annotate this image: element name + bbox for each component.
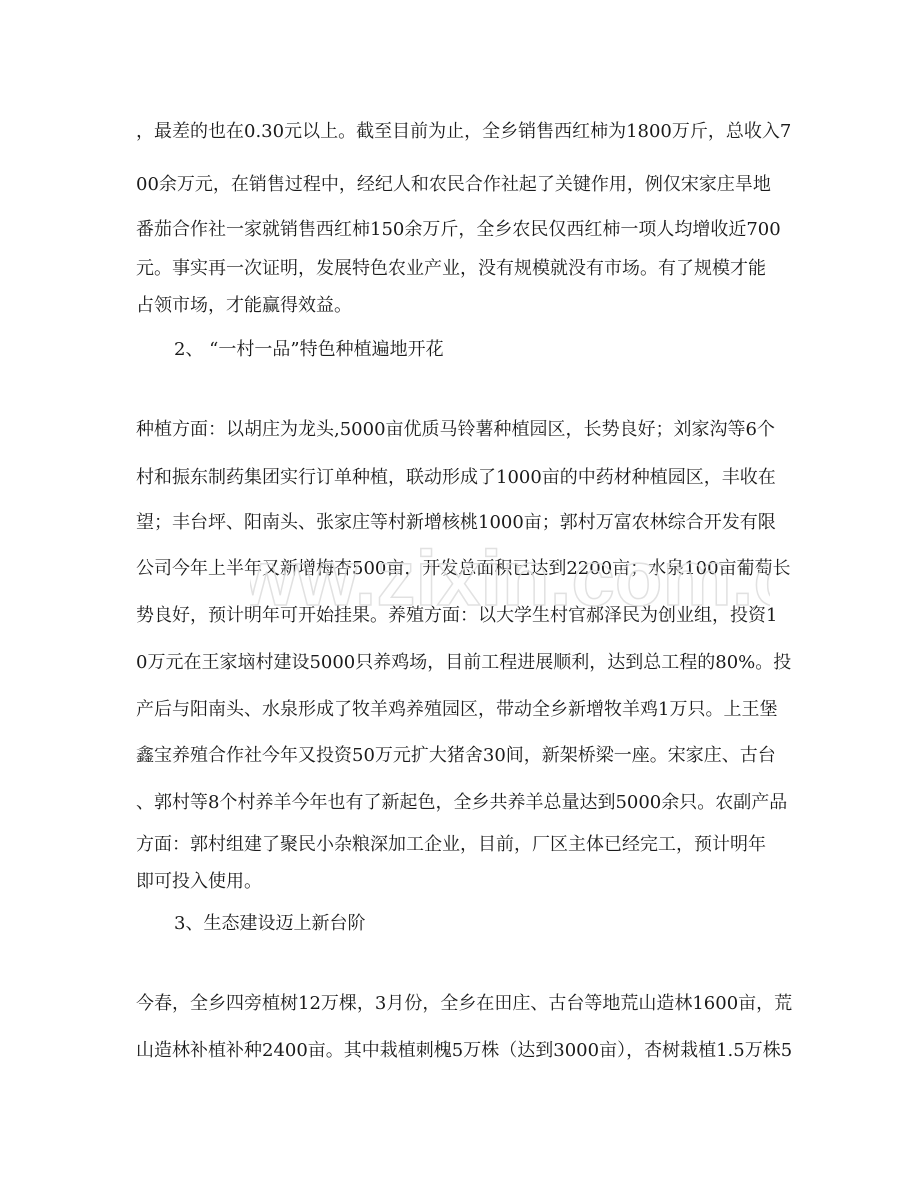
paragraph-line: 产后与阳南头、水泉形成了牧羊鸡养殖园区，带动全乡新增牧羊鸡1万只。上王堡: [136, 699, 778, 720]
section-heading: 3、生态建设迈上新台阶: [174, 913, 366, 934]
paragraph-line: 今春，全乡四旁植树12万棵，3月份，全乡在田庄、古台等地荒山造林1600亩，荒: [136, 993, 793, 1014]
paragraph-line: 山造林补植补种2400亩。其中栽植刺槐5万株（达到3000亩），杏树栽植1.5万株5: [136, 1040, 793, 1061]
paragraph-line: 、郭村等8个村养羊今年也有了新起色，全乡共养羊总量达到5000余只。农副产品: [136, 792, 788, 813]
paragraph-line: 番茄合作社一家就销售西红柿150余万斤，全乡农民仅西红柿一项人均增收近700: [136, 219, 781, 240]
paragraph-line: 即可投入使用。: [136, 871, 262, 892]
paragraph-line: 鑫宝养殖合作社今年又投资50万元扩大猪舍30间，新架桥梁一座。宋家庄、古台: [136, 745, 776, 766]
paragraph-line: 村和振东制药集团实行订单种植，联动形成了1000亩的中药材种植园区，丰收在: [136, 467, 776, 488]
paragraph-line: 元。事实再一次证明，发展特色农业产业，没有规模就没有市场。有了规模才能: [136, 258, 766, 279]
paragraph-line: ，最差的也在0.30元以上。截至目前为止，全乡销售西红柿为1800万斤，总收入7: [136, 121, 792, 142]
paragraph-line: 势良好，预计明年可开始挂果。养殖方面：以大学生村官郝泽民为创业组，投资1: [136, 605, 778, 626]
paragraph-line: 方面：郭村组建了聚民小杂粮深加工企业，目前，厂区主体已经完工，预计明年: [136, 834, 766, 855]
paragraph-line: 公司今年上半年又新增梅杏500亩，开发总面积已达到2200亩；水泉100亩葡萄长: [136, 558, 791, 579]
section-heading: 2、 “一村一品”特色种植遍地开花: [174, 339, 444, 360]
paragraph-line: 种植方面：以胡庄为龙头,5000亩优质马铃薯种植园区，长势良好；刘家沟等6个: [136, 419, 775, 440]
paragraph-line: 0万元在王家垴村建设5000只养鸡场，目前工程进展顺利，达到总工程的80%。投: [136, 652, 792, 673]
paragraph-line: 00余万元，在销售过程中，经纪人和农民合作社起了关键作用，例仅宋家庄旱地: [136, 174, 771, 195]
paragraph-line: 占领市场，才能赢得效益。: [136, 295, 352, 316]
paragraph-line: 望；丰台坪、阳南头、张家庄等村新增核桃1000亩；郭村万富农林综合开发有限: [136, 512, 776, 533]
watermark-text: ww.zixin.com.: [250, 534, 754, 622]
